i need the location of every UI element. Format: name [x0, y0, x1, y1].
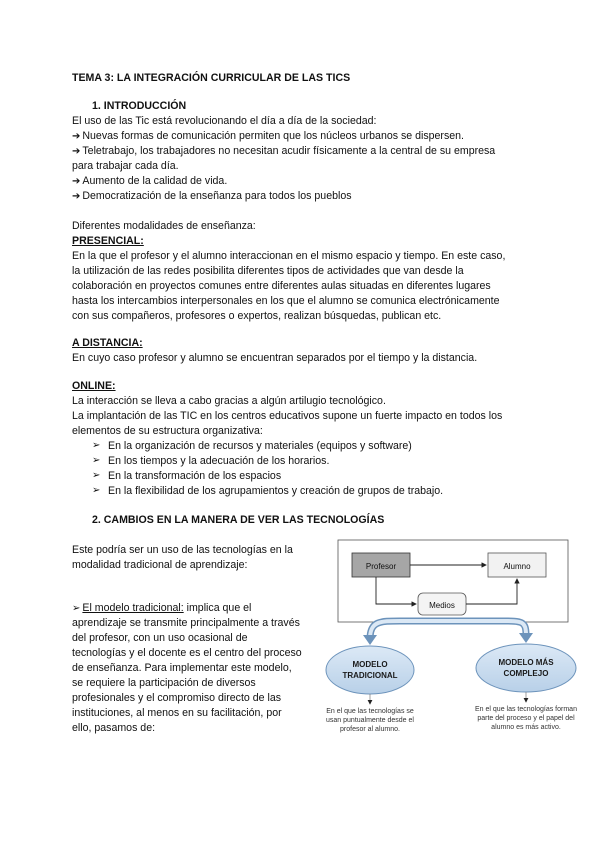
caption-right-line: parte del proceso y el papel del — [477, 715, 575, 722]
modelo-complejo-ellipse — [476, 644, 576, 692]
chevron-bullet-icon: ➢ — [92, 455, 101, 466]
modelo-complejo-line1: MODELO MÁS — [498, 658, 554, 667]
arrow-head-right-icon — [519, 633, 533, 643]
bullet-item-continuation: para trabajar cada día. — [72, 160, 179, 172]
modelo-tradicional-ellipse — [326, 646, 414, 694]
model-text-line: ello, pasamos de: — [72, 722, 156, 734]
chevron-bullet-icon: ➢ — [92, 440, 101, 451]
caption-left-line: usan puntualmente desde el — [326, 717, 414, 724]
bullet-item: ➔ Democratización de la enseñanza para todos los pueblos — [72, 190, 352, 202]
profesor-label: Profesor — [365, 562, 397, 571]
model-text-line: se requiere la participación de diversos — [72, 677, 256, 689]
arrow-head-left-icon — [363, 635, 377, 645]
list-item: En la transformación de los espacios — [108, 470, 282, 482]
caption-left-line: En el que las tecnologías se — [326, 708, 414, 715]
list-item: En la organización de recursos y materiales (equipos y software) — [108, 440, 412, 452]
left-intro-line: Este podría ser un uso de las tecnologías en la — [72, 544, 293, 556]
chevron-bullet-icon: ➢ — [72, 603, 81, 614]
modelo-tradicional-line1: MODELO — [352, 660, 388, 669]
online-line: elementos de su estructura organizativa: — [72, 425, 263, 437]
alumno-label: Alumno — [503, 562, 531, 571]
model-text-line: instituciones, al menos en su facilitación, por — [72, 707, 282, 719]
curved-double-arrow — [370, 621, 526, 639]
presencial-line: hasta los intercambios interpersonales en los que el alumno se comunica electrónicamente — [72, 295, 500, 307]
intro-paragraph: El uso de las Tic está revolucionando el día a día de la sociedad: — [72, 115, 377, 127]
online-line: La implantación de las TIC en los centros educativos supone un fuerte impacto en todos los — [72, 410, 503, 422]
bullet-item: ➔ Nuevas formas de comunicación permiten que los núcleos urbanos se dispersen. — [72, 130, 464, 142]
caption-right-line: alumno es más activo. — [491, 724, 561, 731]
model-text-line: de enseñanza. Para implementar este modelo, — [72, 662, 292, 674]
model-first-line: ➢ El modelo tradicional: implica que el — [72, 602, 252, 614]
online-line: La interacción se lleva a cabo gracias a algún artilugio tecnológico. — [72, 395, 386, 407]
arrow-right-icon: ➔ — [72, 131, 81, 142]
modalities-intro: Diferentes modalidades de enseñanza: — [72, 220, 256, 232]
bullet-item: ➔ Aumento de la calidad de vida. — [72, 175, 228, 187]
section-2-heading: 2. CAMBIOS EN LA MANERA DE VER LAS TECNOLOGÍAS — [92, 514, 385, 526]
list-item: En los tiempos y la adecuación de los horarios. — [108, 455, 330, 467]
model-text-line: profesionales y el compromiso directo de las — [72, 692, 282, 704]
caption-left-line: profesor al alumno. — [340, 726, 400, 733]
arrow-right-icon: ➔ — [72, 146, 81, 157]
distancia-label: A DISTANCIA: — [72, 337, 143, 349]
model-label: El modelo tradicional: — [82, 602, 184, 614]
modelo-complejo-line2: COMPLEJO — [503, 669, 549, 678]
presencial-line: la utilización de las redes posibilita diferentes tipos de actividades que van desde la — [72, 265, 464, 277]
presencial-line: colaboración en proyectos comunes entre diferentes aulas situadas en diferentes lugares — [72, 280, 491, 292]
section-1-heading: 1. INTRODUCCIÓN — [92, 100, 187, 112]
model-text-line: tecnologías y el docente es el centro del proceso — [72, 647, 302, 659]
arrow-right-icon: ➔ — [72, 191, 81, 202]
medios-label: Medios — [429, 601, 455, 610]
bullet-item: ➔ Teletrabajo, los trabajadores no necesitan acudir físicamente a la central de su empresa — [72, 145, 496, 157]
modelo-tradicional-line2: TRADICIONAL — [342, 671, 398, 680]
chevron-bullet-icon: ➢ — [92, 470, 101, 481]
presencial-line: En la que el profesor y el alumno interaccionan en el mismo espacio y tiempo. En este caso, — [72, 250, 506, 262]
model-text-line: aprendizaje se transmite principalmente a través — [72, 617, 300, 629]
arrow-right-icon: ➔ — [72, 176, 81, 187]
presencial-line: con sus compañeros, profesores o expertos, realizan búsquedas, publican etc. — [72, 310, 442, 322]
presencial-label: PRESENCIAL: — [72, 235, 144, 247]
teaching-models-diagram — [320, 535, 582, 745]
caption-right-line: En el que las tecnologías forman — [475, 706, 577, 713]
page-title: TEMA 3: LA INTEGRACIÓN CURRICULAR DE LAS TICS — [72, 72, 351, 84]
list-item: En la flexibilidad de los agrupamientos y creación de grupos de trabajo. — [108, 485, 444, 497]
distancia-text: En cuyo caso profesor y alumno se encuentran separados por el tiempo y la distancia. — [72, 352, 478, 364]
model-text-line: del profesor, con un uso ocasional de — [72, 632, 248, 644]
online-label: ONLINE: — [72, 380, 116, 392]
left-intro-line: modalidad tradicional de aprendizaje: — [72, 559, 248, 571]
chevron-bullet-icon: ➢ — [92, 485, 101, 496]
